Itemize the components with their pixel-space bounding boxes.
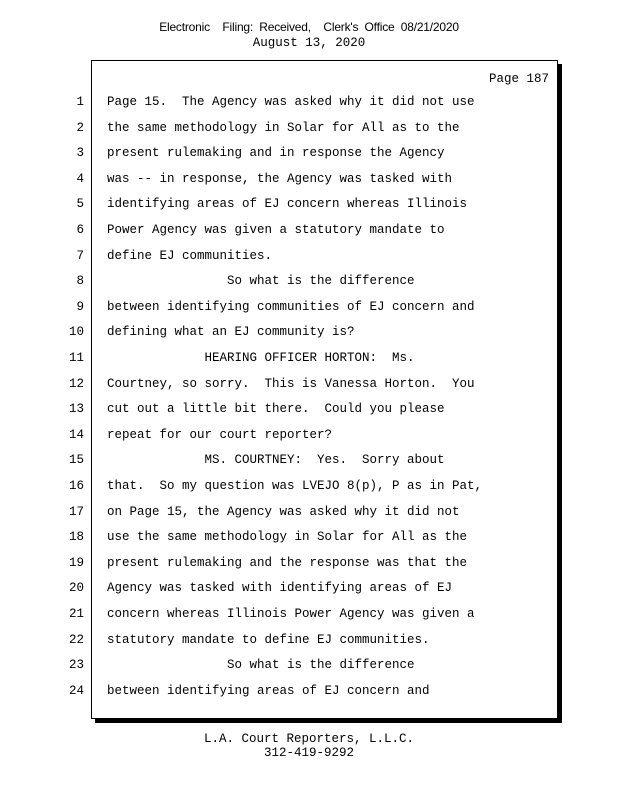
line-text: on Page 15, the Agency was asked why it did not bbox=[107, 504, 460, 519]
line-number: 11 bbox=[68, 351, 84, 365]
line-number: 5 bbox=[76, 197, 84, 212]
line-text: was -- in response, the Agency was tasked with bbox=[107, 171, 453, 186]
transcript-line bbox=[0, 425, 618, 445]
line-text: present rulemaking and the response was that the bbox=[107, 555, 468, 570]
line-number: 13 bbox=[68, 402, 84, 417]
transcript-line bbox=[0, 450, 618, 470]
line-text: use the same methodology in Solar for All as the bbox=[107, 530, 468, 545]
transcript-line bbox=[0, 118, 618, 138]
filing-stamp: Electronic Filing: Received, Clerk's Office 08/21/2020 bbox=[159, 20, 459, 34]
line-text: defining what an EJ community is? bbox=[107, 325, 355, 340]
reporter-phone: 312-419-9292 bbox=[263, 746, 354, 760]
line-text: Power Agency was given a statutory mandate to bbox=[107, 223, 445, 237]
line-text: concern whereas Illinois Power Agency was given a bbox=[107, 607, 475, 621]
line-text: between identifying communities of EJ concern and bbox=[107, 299, 475, 314]
line-text: Courtney, so sorry. This is Vanessa Horton. You bbox=[107, 376, 475, 391]
line-text: between identifying areas of EJ concern and bbox=[107, 683, 430, 698]
line-text: that. So my question was LVEJO 8(p), P as in Pat, bbox=[107, 479, 483, 493]
line-number: 21 bbox=[68, 607, 84, 621]
transcript-line bbox=[0, 348, 618, 368]
line-number: 16 bbox=[68, 479, 84, 493]
reporter-company: L.A. Court Reporters, L.L.C. bbox=[203, 732, 415, 746]
line-number: 24 bbox=[68, 683, 84, 698]
transcript-line bbox=[0, 553, 618, 573]
line-number: 9 bbox=[76, 299, 84, 314]
line-number: 10 bbox=[68, 325, 84, 340]
line-text: identifying areas of EJ concern whereas Illinois bbox=[107, 197, 468, 212]
line-number: 17 bbox=[68, 504, 84, 519]
transcript-line bbox=[0, 143, 618, 163]
line-number: 6 bbox=[76, 223, 84, 237]
transcript-line bbox=[0, 322, 618, 342]
line-number: 8 bbox=[76, 274, 84, 289]
line-number: 18 bbox=[68, 530, 84, 545]
line-text: repeat for our court reporter? bbox=[107, 427, 333, 442]
transcript-line bbox=[0, 527, 618, 547]
line-text: So what is the difference bbox=[107, 274, 415, 289]
line-number: 12 bbox=[68, 376, 84, 391]
line-number: 7 bbox=[76, 248, 84, 263]
line-text: cut out a little bit there. Could you please bbox=[107, 402, 445, 417]
line-text: define EJ communities. bbox=[107, 248, 273, 263]
line-number: 14 bbox=[68, 427, 84, 442]
reporter-footer bbox=[0, 732, 618, 760]
line-number: 23 bbox=[68, 658, 84, 673]
line-number: 1 bbox=[76, 95, 84, 109]
line-text: the same methodology in Solar for All as to the bbox=[107, 120, 460, 135]
transcript-line bbox=[0, 604, 618, 624]
transcript-line bbox=[0, 476, 618, 496]
transcript-line bbox=[0, 578, 618, 598]
line-text: HEARING OFFICER HORTON: Ms. bbox=[107, 351, 415, 365]
transcript-line bbox=[0, 220, 618, 240]
line-number: 20 bbox=[68, 581, 84, 596]
transcript-line bbox=[0, 246, 618, 266]
line-text: Page 15. The Agency was asked why it did not use bbox=[107, 95, 475, 109]
transcript-line bbox=[0, 92, 618, 112]
line-number: 3 bbox=[76, 146, 84, 161]
transcript-line bbox=[0, 502, 618, 522]
hearing-date: August 13, 2020 bbox=[252, 36, 366, 50]
line-text: MS. COURTNEY: Yes. Sorry about bbox=[107, 453, 445, 468]
line-number: 4 bbox=[76, 171, 84, 186]
transcript-line bbox=[0, 271, 618, 291]
line-number: 15 bbox=[68, 453, 84, 468]
transcript-line bbox=[0, 374, 618, 394]
transcript-line bbox=[0, 297, 618, 317]
transcript-line bbox=[0, 630, 618, 650]
transcript-line bbox=[0, 399, 618, 419]
line-number: 2 bbox=[76, 120, 84, 135]
transcript-line bbox=[0, 194, 618, 214]
line-number: 22 bbox=[68, 632, 84, 647]
transcript-line bbox=[0, 655, 618, 675]
line-text: So what is the difference bbox=[107, 658, 415, 673]
transcript-line bbox=[0, 169, 618, 189]
line-text: present rulemaking and in response the Agency bbox=[107, 146, 445, 161]
line-number: 19 bbox=[68, 555, 84, 570]
line-text: statutory mandate to define EJ communities. bbox=[107, 632, 430, 647]
page-number: Page 187 bbox=[489, 72, 550, 86]
line-text: Agency was tasked with identifying areas of EJ bbox=[107, 581, 453, 596]
transcript-line bbox=[0, 681, 618, 701]
